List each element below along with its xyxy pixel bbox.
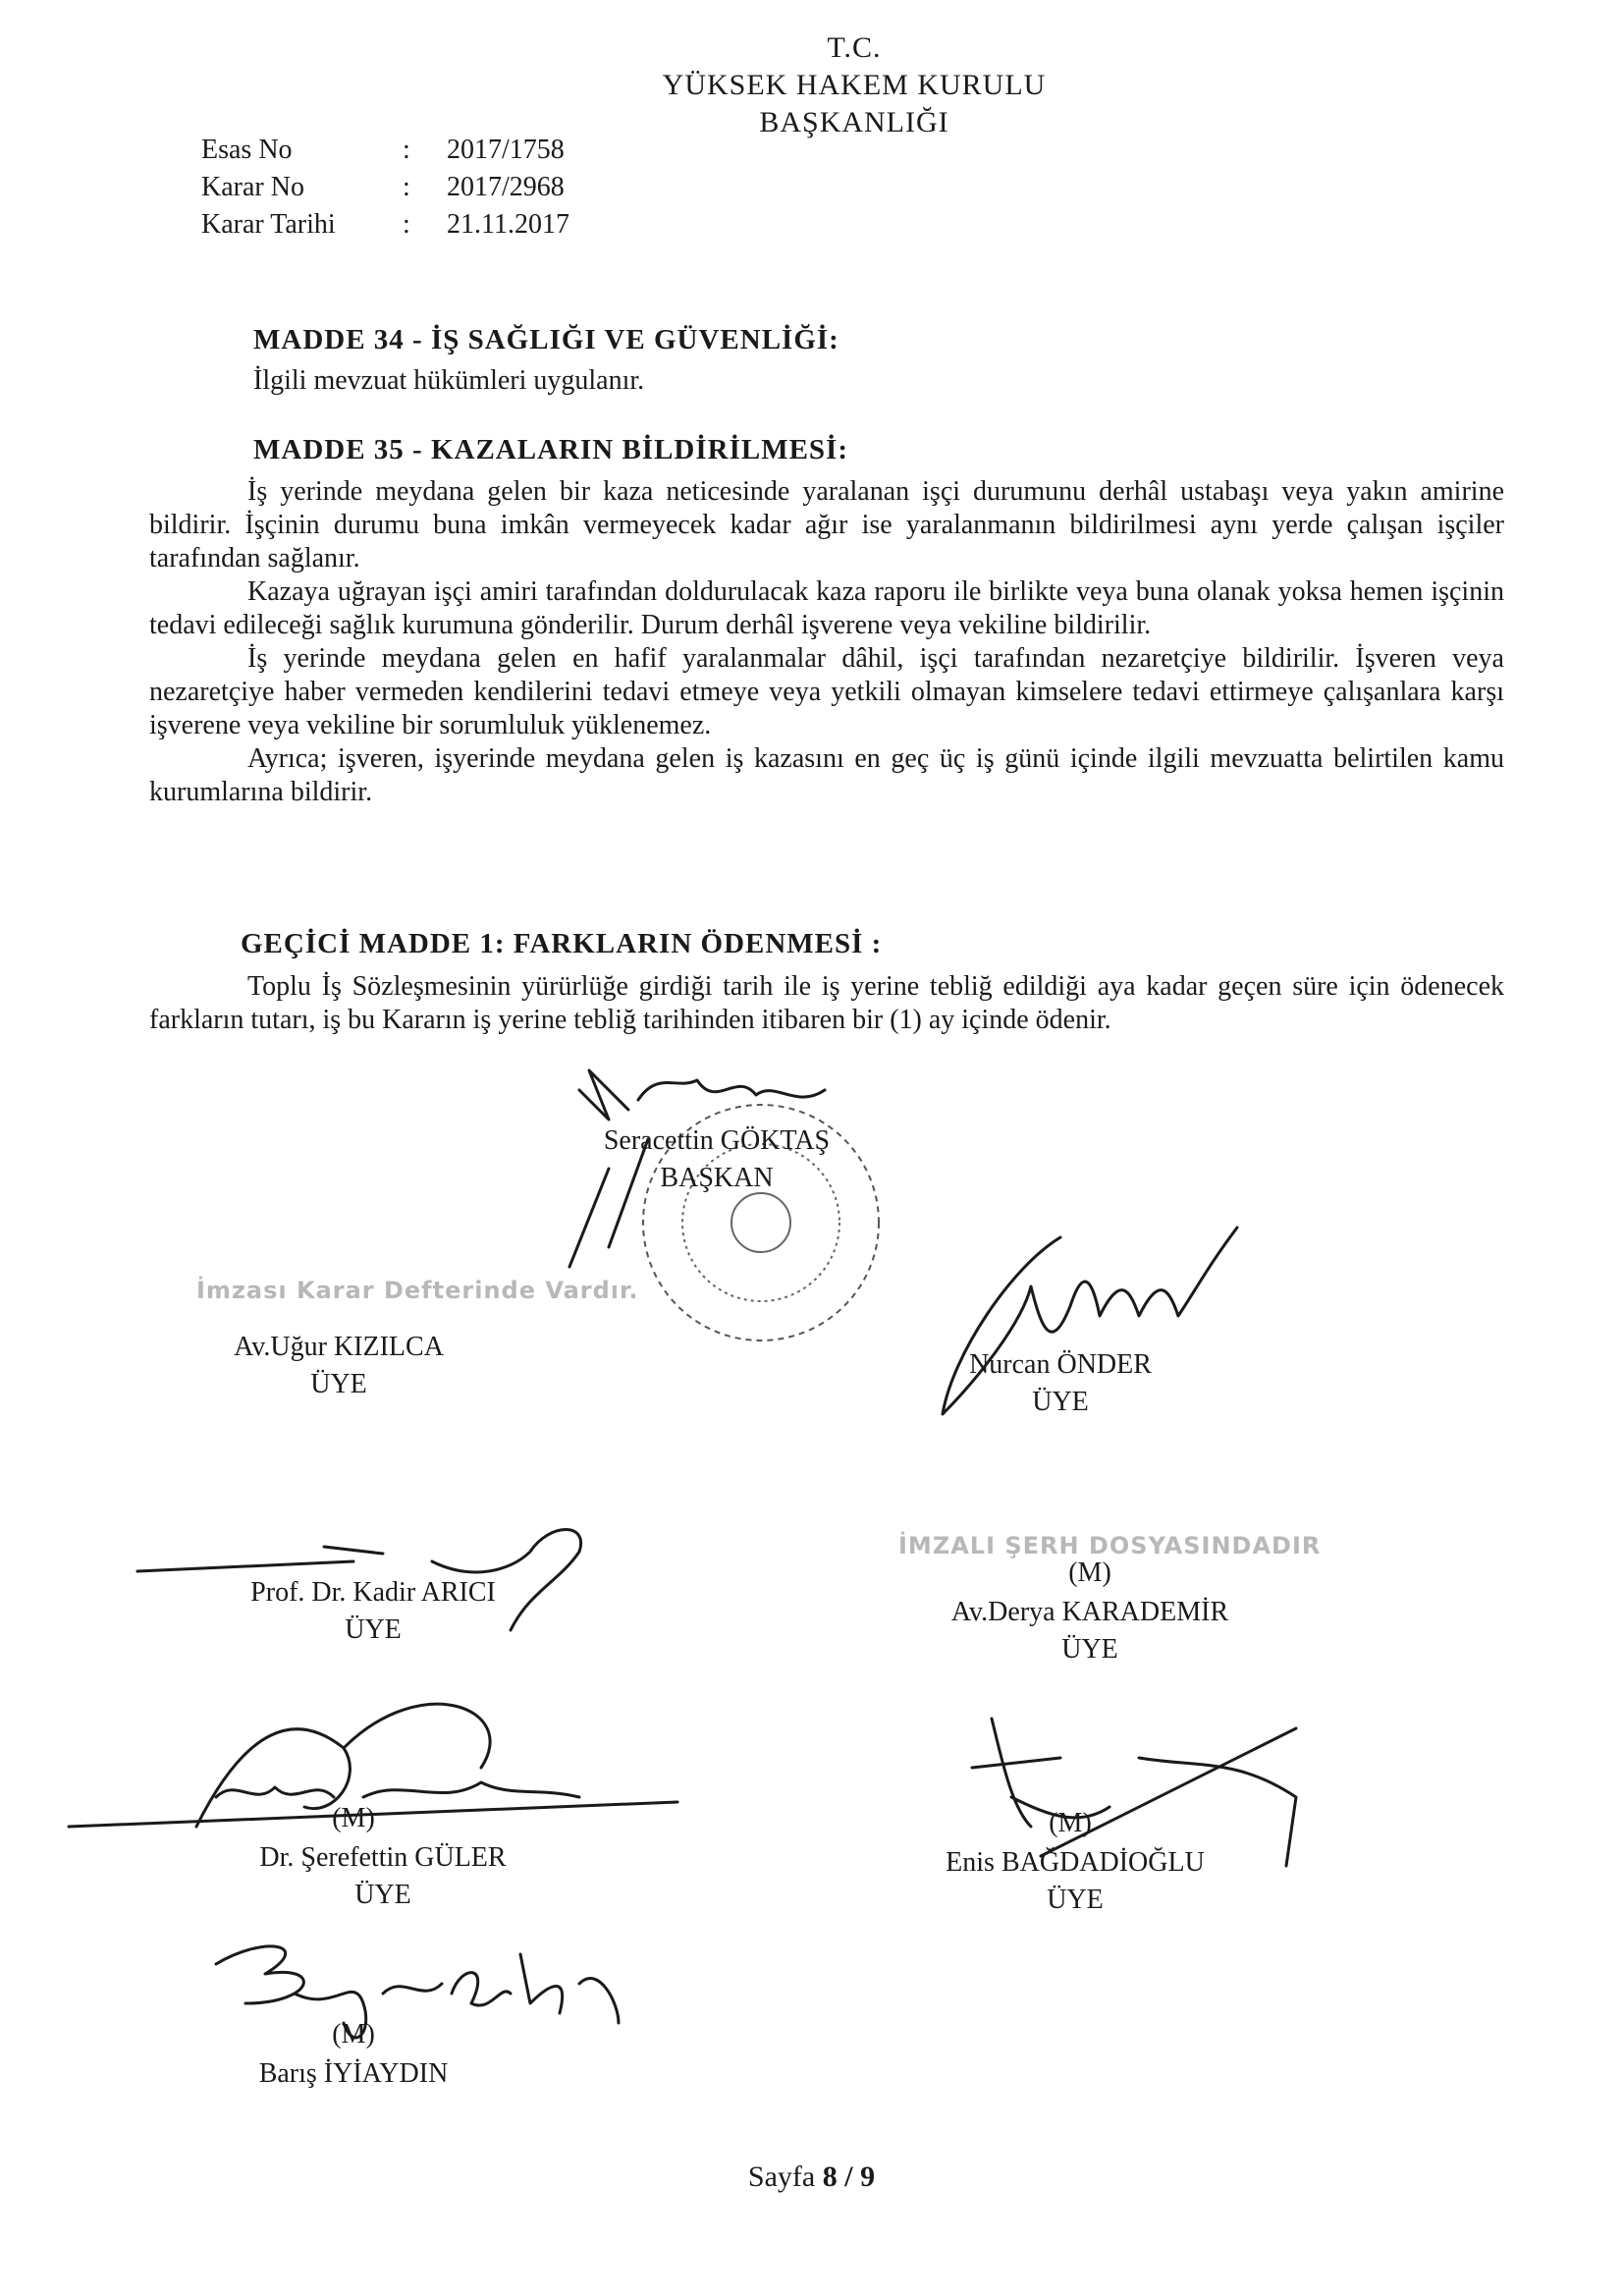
karademir-dissent-mark: (M) <box>1068 1558 1111 1588</box>
decision-date-value: 21.11.2017 <box>447 209 569 240</box>
karademir-role: ÜYE <box>1061 1634 1118 1665</box>
case-number-row <box>201 133 565 168</box>
article-35-title: MADDE 35 - KAZALARIN BİLDİRİLMESİ: <box>253 434 848 465</box>
header-tc: T.C. <box>827 31 882 64</box>
bagdadioglu-role: ÜYE <box>1047 1885 1104 1915</box>
article-35-paragraph-4: Ayrıca; işveren, işyerinde meydana gelen iş kazasını en geç üç iş günü içinde ilgili mevzuatta belirtilen kamu kurumlarına bildirir. <box>149 743 1504 807</box>
decision-date-label: Karar Tarihi <box>201 209 336 240</box>
iyiaydin-name: Barış İYİAYDIN <box>258 2058 449 2089</box>
article-34-title: MADDE 34 - İŞ SAĞLIĞI VE GÜVENLİĞİ: <box>253 324 839 355</box>
chair-role: BAŞKAN <box>660 1163 774 1193</box>
decision-number-label: Karar No <box>201 172 304 202</box>
article-35-paragraph-1: İş yerinde meydana gelen bir kaza neticesinde yaralanan işçi durumunu derhâl ustabaşı veya yakın amirine bildirir. İşçinin durumu buna imkân vermeyecek kadar ağır ise yaralanmanın bildirilmesi aynı yerde çalışan işçiler tarafından sağlanır. <box>149 476 1504 574</box>
guler-role: ÜYE <box>354 1880 411 1910</box>
page-label: Sayfa <box>747 2160 816 2193</box>
temporary-article-paragraph: Toplu İş Sözleşmesinin yürürlüğe girdiği tarih ile iş yerine tebliğ edildiği aya kadar geçen süre için ödenecek farkların tutarı, iş bu Kararın iş yerine tebliğ tarihinden itibaren bir (1) ay içinde ödenir. <box>149 971 1504 1035</box>
decision-number-row <box>201 170 565 205</box>
case-number-label: Esas No <box>201 135 293 165</box>
temporary-article-body <box>149 970 1504 1037</box>
iyiaydin-dissent-mark: (M) <box>332 2019 375 2050</box>
kizilca-role: ÜYE <box>310 1369 367 1399</box>
page-number: 8 / 9 <box>822 2160 876 2193</box>
onder-name: Nurcan ÖNDER <box>969 1349 1152 1380</box>
article-35-body <box>149 475 1504 809</box>
header-institution: YÜKSEK HAKEM KURULU <box>662 69 1047 101</box>
case-number-value: 2017/1758 <box>447 135 565 165</box>
arici-role: ÜYE <box>345 1614 402 1645</box>
page-indicator <box>0 2160 1623 2194</box>
article-35-paragraph-3: İş yerinde meydana gelen en hafif yaralanmalar dâhil, işçi tarafından nezaretçiye bildirilir. İşveren veya nezaretçiye haber vermeden kendilerini tedavi etmeye veya yetkili olmayan kimselere tedavi ettirmeye çalışanlara karşı işverene veya vekiline bir sorumluluk yüklenemez. <box>149 643 1504 740</box>
signature-book-stamp: İmzası Karar Defterinde Vardır. <box>196 1277 639 1304</box>
dissent-file-stamp: İMZALI ŞERH DOSYASINDADIR <box>898 1532 1322 1559</box>
article-35-paragraph-2: Kazaya uğrayan işçi amiri tarafından doldurulacak kaza raporu ile birlikte veya buna olanak yoksa hemen işçinin tedavi edileceği sağlık kurumuna gönderilir. Durum derhâl işverene veya vekiline bildirilir. <box>149 576 1504 640</box>
karademir-name: Av.Derya KARADEMİR <box>950 1597 1229 1627</box>
decision-number-value: 2017/2968 <box>447 172 565 202</box>
bagdadioglu-dissent-mark: (M) <box>1049 1808 1092 1838</box>
article-34-body: İlgili mevzuat hükümleri uygulanır. <box>253 365 645 396</box>
onder-role: ÜYE <box>1032 1387 1089 1417</box>
header-presidency: BAŞKANLIĞI <box>759 106 949 138</box>
bagdadioglu-name: Enis BAĞDADİOĞLU <box>946 1847 1205 1878</box>
separator: : <box>403 135 410 165</box>
kizilca-name: Av.Uğur KIZILCA <box>234 1332 444 1362</box>
arici-name: Prof. Dr. Kadir ARICI <box>250 1577 496 1608</box>
separator: : <box>403 172 410 202</box>
temporary-article-title: GEÇİCİ MADDE 1: FARKLARIN ÖDENMESİ : <box>241 928 883 959</box>
guler-name: Dr. Şerefettin GÜLER <box>259 1842 507 1873</box>
separator: : <box>403 209 410 240</box>
decision-date-row <box>201 207 569 243</box>
guler-dissent-mark: (M) <box>332 1803 375 1833</box>
chair-name: Seracettin GÖKTAŞ <box>603 1125 831 1156</box>
